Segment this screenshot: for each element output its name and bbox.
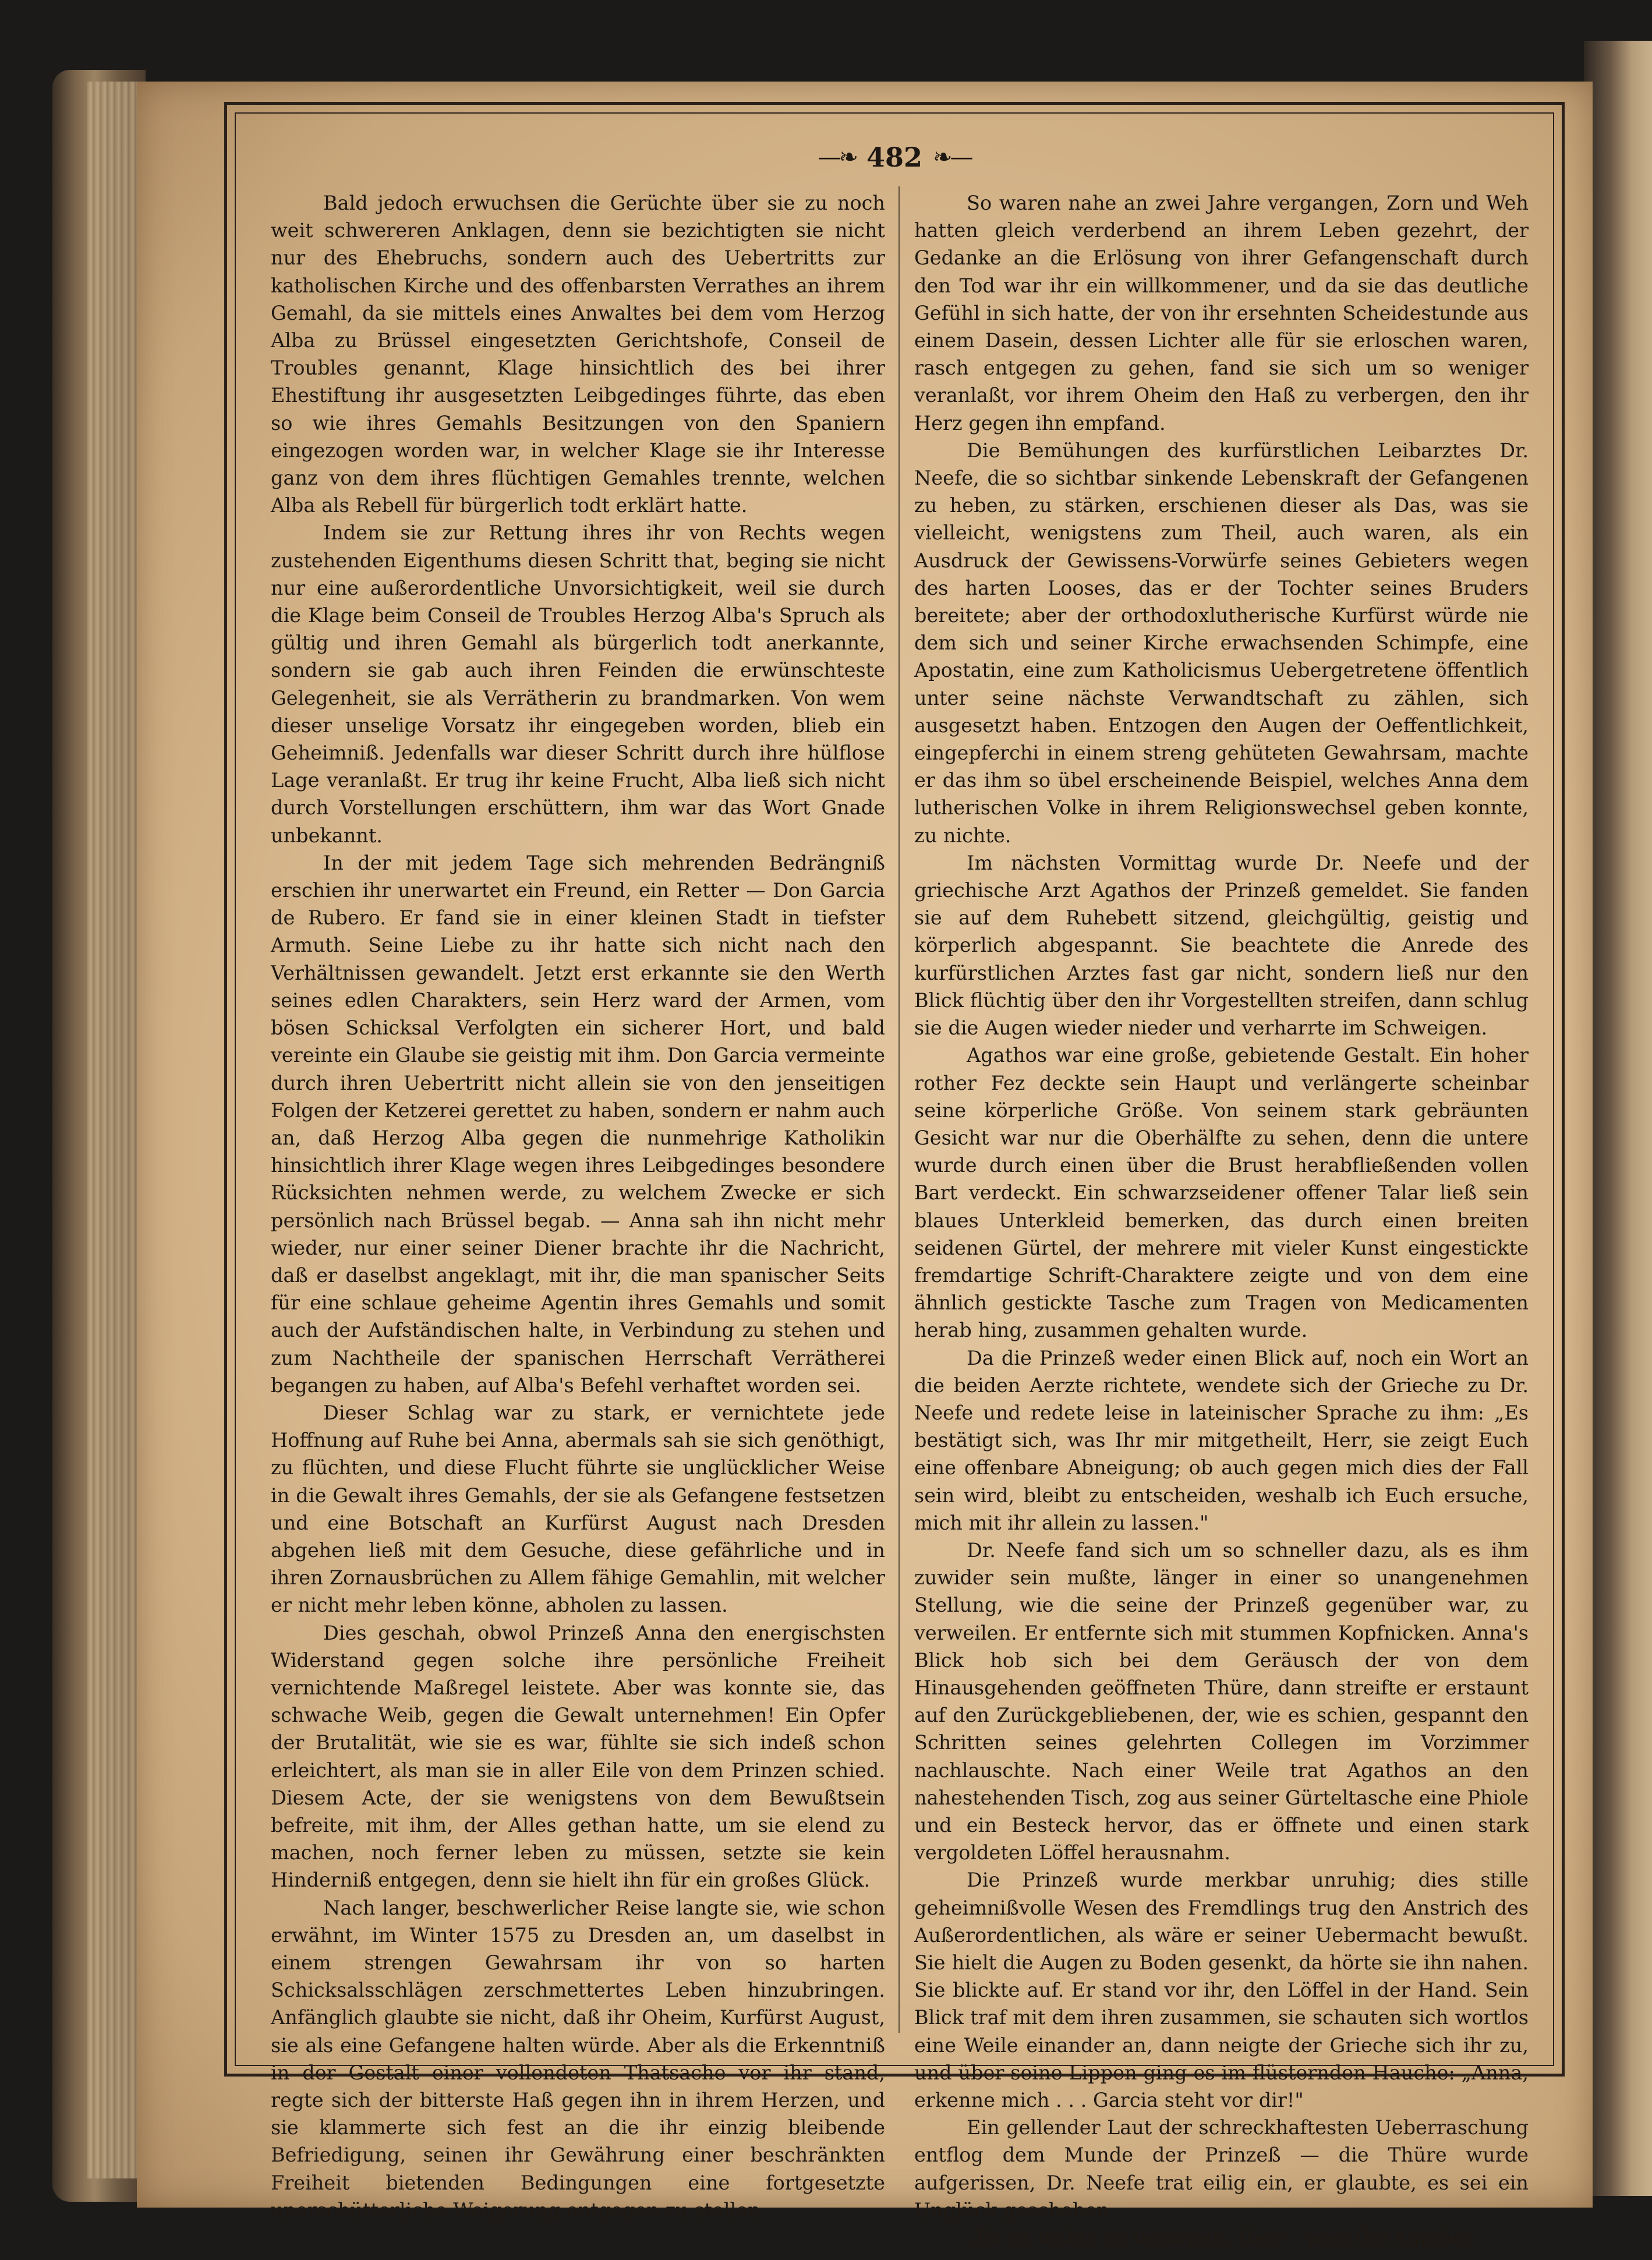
- column-divider: [898, 186, 900, 2033]
- right-column: [914, 189, 1529, 2250]
- ornament-left: —❧: [818, 144, 856, 171]
- ornament-right: ❧—: [933, 144, 971, 171]
- paragraph: In der mit jedem Tage sich mehrenden Bedrängniß erschien ihr unerwartet ein Freund, ein Retter — Don Garcia de Rubero. Er fand sie in einer kleinen Stadt in tiefster Armuth. Seine Liebe zu ihr hatte sich nicht nach den Verhältnissen gewandelt. Jetzt erst erkannte sie den Werth seines edlen Charakters, sein Herz ward der Armen, vom bösen Schicksal Verfolgten ein sicherer Hort, und bald vereinte ein Glaube sie geistig mit ihm. Don Garcia vermeinte durch ihren Uebertritt nicht allein sie von den jenseitigen Folgen der Ketzerei gerettet zu haben, sondern er nahm auch an, daß Herzog Alba gegen die nunmehrige Katholikin hinsichtlich ihrer Klage wegen ihres Leibgedinges besondere Rücksichten nehmen werde, zu welchem Zwecke er sich persönlich nach Brüssel begab. — Anna sah ihn nicht mehr wieder, nur einer seiner Diener brachte ihr die Nachricht, daß er daselbst angeklagt, mit ihr, die man spanischer Seits für eine schlaue geheime Agentin ihres Gemahls und somit auch der Aufständischen halte, in Verbindung zu stehen und zum Nachtheile der spanischen Herrschaft Verrätherei begangen zu haben, auf Alba's Befehl verhaftet worden sei.: [271, 851, 885, 1397]
- page-header: [235, 131, 1554, 183]
- paragraph: Da die Prinzeß weder einen Blick auf, noch ein Wort an die beiden Aerzte richtete, wendete sich der Grieche zu Dr. Neefe und redete leise in lateinischer Sprache zu ihm: „Es bestätigt sich, was Ihr mir mitgetheilt, Herr, sie zeigt Euch eine offenbare Abneigung; ob auch gegen mich dies der Fall sein wird, bleibt zu entscheiden, weshalb ich Euch ersuche, mich mit ihr allein zu lassen.": [914, 1346, 1529, 1534]
- paragraph: Die Prinzeß wurde merkbar unruhig; dies stille geheimnißvolle Wesen des Fremdlings trug den Anstrich des Außerordentlichen, als wäre er seiner Uebermacht bewußt. Sie hielt die Augen zu Boden gesenkt, da hörte sie ihn nahen. Sie blickte auf. Er stand vor ihr, den Löffel in der Hand. Sein Blick traf mit dem ihren zusammen, sie schauten sich wortlos eine Weile einander an, dann neigte der Grieche sich ihr zu, und über seine Lippen ging es im flüsternden Hauche: „Anna, erkenne mich . . . Garcia steht vor dir!": [914, 1869, 1529, 2112]
- paragraph: „Es ist nichts zu besorgen, Herr", wies ihn Agathos: [967, 2226, 1474, 2250]
- paragraph: Dies geschah, obwol Prinzeß Anna den energischsten Widerstand gegen solche ihre persönliche Freiheit vernichtende Maßregel leistete. Aber was konnte sie, das schwache Weib, gegen die Gewalt unternehmen! Ein Opfer der Brutalität, wie sie es war, fühlte sie sich indeß schon erleichtert, als man sie in aller Eile von dem Prinzen schied. Diesem Acte, der sie wenigstens von dem Bewußtsein befreite, mit ihm, der Alles gethan hatte, um sie elend zu machen, noch ferner leben zu müssen, setzte sie kein Hinderniß entgegen, denn sie hielt ihn für ein großes Glück.: [271, 1621, 885, 1892]
- paragraph: Indem sie zur Rettung ihres ihr von Rechts wegen zustehenden Eigenthums diesen Schritt that, beging sie nicht nur eine außerordentliche Unvorsichtigkeit, weil sie durch die Klage beim Conseil de Troubles Herzog Alba's Spruch als gültig und ihren Gemahl als bürgerlich todt anerkannte, sondern sie gab auch ihren Feinden die erwünschteste Gelegenheit, sie als Verrätherin zu brandmarken. Von wem dieser unselige Vorsatz ihr eingegeben worden, blieb ein Geheimniß. Jedenfalls war dieser Schritt durch ihre hülflose Lage veranlaßt. Er trug ihr keine Frucht, Alba ließ sich nicht durch Vorstellungen erschüttern, ihm war das Wort Gnade unbekannt.: [271, 521, 885, 847]
- paragraph: Die Bemühungen des kurfürstlichen Leibarztes Dr. Neefe, die so sichtbar sinkende Lebenskraft der Gefangenen zu heben, zu stärken, erschienen dieser als Das, was sie vielleicht, wenigstens zum Theil, auch waren, als ein Ausdruck der Gewissens-Vorwürfe seines Gebieters wegen des harten Looses, das er der Tochter seines Bruders bereitete; aber der orthodoxlutherische Kurfürst würde nie dem sich und seiner Kirche erwachsenden Schimpfe, eine Apostatin, eine zum Katholicismus Uebergetretene öffentlich unter seine nächste Verwandtschaft zu zählen, sich ausgesetzt haben. Entzogen den Augen der Oeffentlichkeit, eingepferchi in einem streng gehüteten Gewahrsam, machte er das ihm so übel erscheinende Beispiel, welches Anna dem lutherischen Volke in ihrem Religionswechsel geben konnte, zu nichte.: [914, 439, 1529, 847]
- paragraph: Dr. Neefe fand sich um so schneller dazu, als es ihm zuwider sein mußte, länger in einer so unangenehmen Stellung, wie die seine der Prinzeß gegenüber war, zu verweilen. Er entfernte sich mit stummen Kopfnicken. Anna's Blick hob sich bei dem Geräusch der von dem Hinausgehenden geöffneten Thüre, dann streifte er erstaunt auf den Zurückgebliebenen, der, wie es schien, gespannt den Schritten seines gelehrten Collegen im Vorzimmer nachlauschte. Nach einer Weile trat Agathos an den nahestehenden Tisch, zog aus seiner Gürteltasche eine Phiole und ein Besteck hervor, das er öffnete und einen stark vergoldeten Löffel herausnahm.: [914, 1538, 1529, 1865]
- facing-page-edge: [1584, 41, 1652, 2196]
- paragraph: Ein gellender Laut der schreckhaftesten Ueberraschung entflog dem Munde der Prinzeß — die Thüre wurde aufgerissen, Dr. Neefe trat eilig ein, er glaubte, es sei ein Unglück geschehen.: [914, 2116, 1529, 2222]
- paragraph: Bald jedoch erwuchsen die Gerüchte über sie zu noch weit schwereren Anklagen, denn sie bezichtigten sie nicht nur des Ehebruchs, sondern auch des Uebertritts zur katholischen Kirche und des offenbarsten Verrathes an ihrem Gemahl, da sie mittels eines Anwaltes bei dem vom Herzog Alba zu Brüssel eingesetzten Gerichtshofe, Conseil de Troubles genannt, Klage hinsichtlich des bei ihrer Ehestiftung ihr ausgesetzten Leibgedinges führte, das eben so wie ihres Gemahls Besitzungen von den Spaniern eingezogen worden war, in welcher Klage sie ihr Interesse ganz von dem ihres flüchtigen Gemahles trennte, welchen Alba als Rebell für bürgerlich todt erklärt hatte.: [271, 192, 885, 517]
- paragraph: Nach langer, beschwerlicher Reise langte sie, wie schon erwähnt, im Winter 1575 zu Dresden an, um daselbst in einem strengen Gewahrsam ihr von so harten Schicksalsschlägen zerschmettertes Leben hinzubringen. Anfänglich glaubte sie nicht, daß ihr Oheim, Kurfürst August, sie als eine Gefangene halten würde. Aber als die Erkenntniß in der Gestalt einer vollendeten Thatsache vor ihr stand, regte sich der bitterste Haß gegen ihn in ihrem Herzen, und sie klammerte sich fest an die ihr einzig bleibende Befriedigung, seinen ihr Gewährung einer beschränkten Freiheit bietenden Bedingungen eine fortgesetzte unerschütterliche Weigerung entgegen zu stellen.: [271, 1896, 885, 2222]
- left-column: [271, 189, 885, 2222]
- paragraph: Im nächsten Vormittag wurde Dr. Neefe und der griechische Arzt Agathos der Prinzeß gemeldet. Sie fanden sie auf dem Ruhebett sitzend, gleichgültig, geistig und körperlich abgespannt. Sie beachtete die Anrede des kurfürstlichen Arztes fast gar nicht, sondern ließ nur den Blick flüchtig über den ihr Vorgestellten streifen, dann schlug sie die Augen wieder nieder und verharrte im Schweigen.: [914, 851, 1529, 1040]
- paragraph: Dieser Schlag war zu stark, er vernichtete jede Hoffnung auf Ruhe bei Anna, abermals sah sie sich genöthigt, zu flüchten, und diese Flucht führte sie unglücklicher Weise in die Gewalt ihres Gemahls, der sie als Gefangene festsetzen und eine Botschaft an Kurfürst August nach Dresden abgehen ließ mit dem Gesuche, diese gefährliche und in ihren Zornausbrüchen zu Allem fähige Gemahlin, mit welcher er nicht mehr leben könne, abholen zu lassen.: [271, 1401, 885, 1617]
- paragraph: Agathos war eine große, gebietende Gestalt. Ein hoher rother Fez deckte sein Haupt und verlängerte scheinbar seine körperliche Größe. Von seinem stark gebräunten Gesicht war nur die Oberhälfte zu sehen, denn die untere wurde durch einen über die Brust herabfließenden vollen Bart verdeckt. Ein schwarzseidener offener Talar ließ sein blaues Unterkleid bemerken, das durch einen breiten seidenen Gürtel, der mehrere mit vieler Kunst eingestickte fremdartige Schrift-Charaktere zeigte und von dem eine ähnlich gestickte Tasche zum Tragen von Medicamenten herab hing, zusammen gehalten wurde.: [914, 1044, 1529, 1342]
- paragraph: So waren nahe an zwei Jahre vergangen, Zorn und Weh hatten gleich verderbend an ihrem Leben gezehrt, der Gedanke an die Erlösung von ihrer Gefangenschaft durch den Tod war ihr ein willkommener, und da sie das deutliche Gefühl in sich hatte, der von ihr ersehnten Scheidestunde aus einem Dasein, dessen Lichter alle für sie erloschen waren, rasch entgegen zu gehen, fand sie sich um so weniger veranlaßt, vor ihrem Oheim den Haß zu verbergen, den ihr Herz gegen ihn empfand.: [914, 192, 1529, 435]
- page-number: 482: [866, 142, 923, 173]
